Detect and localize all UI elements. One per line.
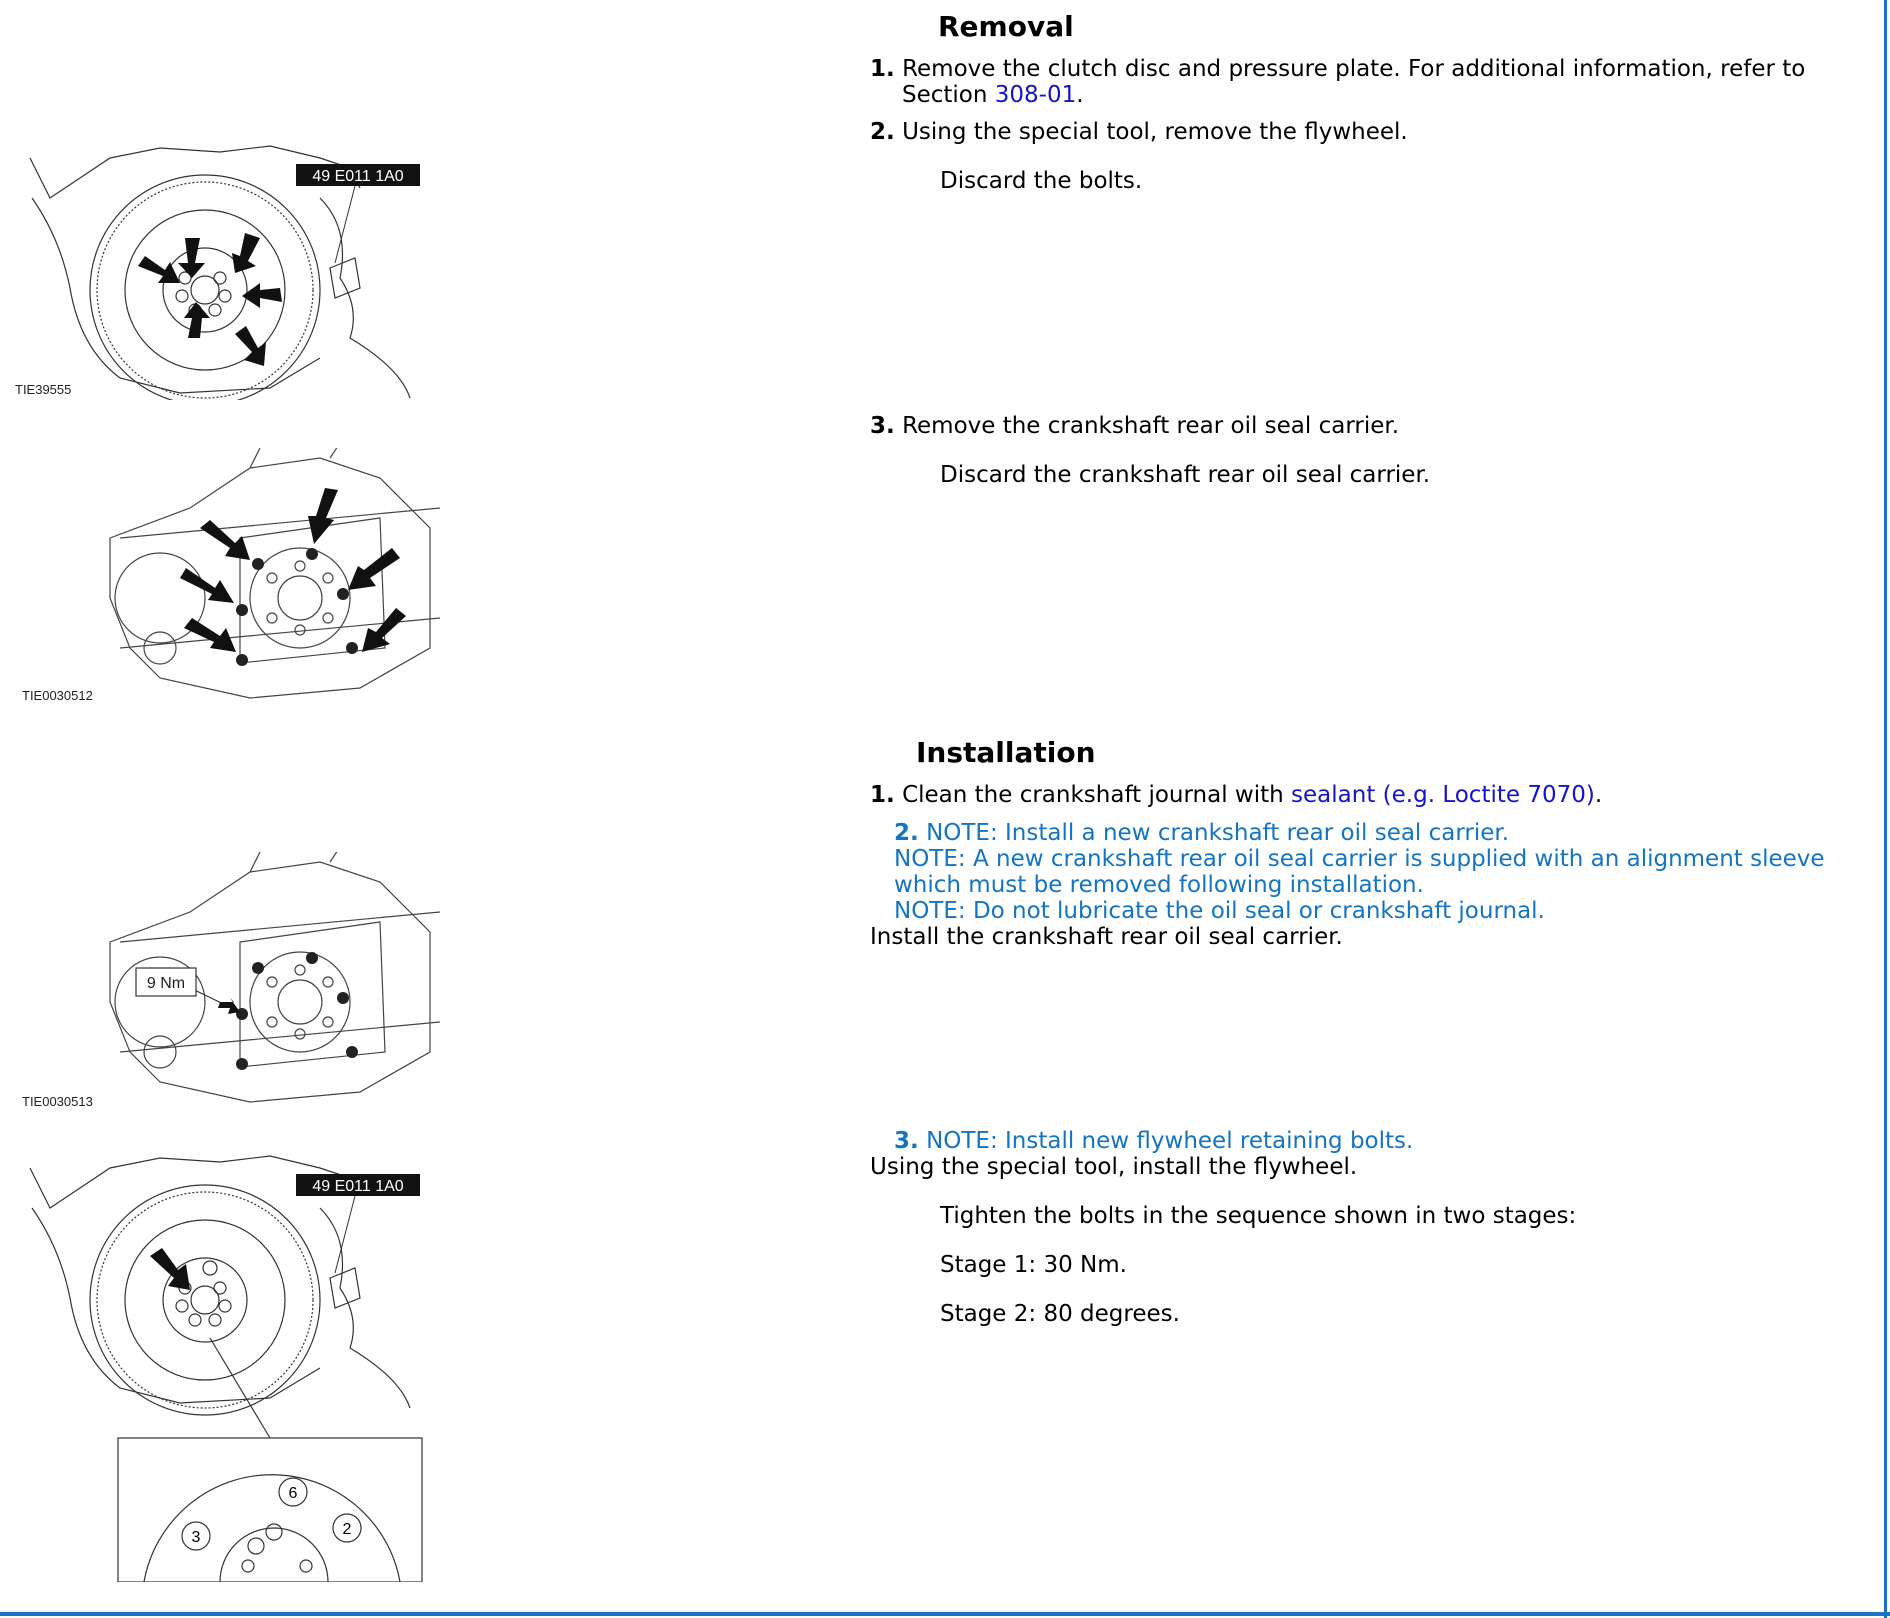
section-308-01-link[interactable]: 308-01 [994,82,1077,108]
flywheel-removal-illustration [20,138,430,400]
installation-step-3-text: Using the special tool, install the flywheel. [870,1154,1358,1180]
removal-step-1 [870,56,1862,108]
step-number: 2. [870,119,895,145]
right-border [1884,0,1887,1618]
removal-heading: Removal [938,10,1074,43]
step-text: Remove the clutch disc and pressure plate. For additional information, refer to Section [902,56,1806,108]
note-text: NOTE: Install a new crankshaft rear oil seal carrier. [926,820,1510,846]
installation-step-2-note-2-line-1: NOTE: A new crankshaft rear oil seal carrier is supplied with an alignment sleeve [894,846,1825,872]
step-number: 3. [894,1128,919,1154]
installation-step-3-sub-2: Stage 1: 30 Nm. [940,1252,1127,1278]
tool-label-2: 49 E011 1A0 [312,1178,404,1195]
sealant-link[interactable]: sealant (e.g. Loctite 7070) [1291,782,1595,808]
flywheel-installation-illustration [20,1148,430,1582]
installation-step-3-sub-3: Stage 2: 80 degrees. [940,1301,1180,1327]
removal-step-2 [870,119,1408,145]
installation-step-1 [870,782,1602,808]
figure-id: TIE0030512 [22,688,93,703]
installation-step-2-note-1 [894,820,1509,846]
step-number: 1. [870,782,895,808]
bottom-border [0,1612,1890,1616]
tool-label-1: 49 E011 1A0 [312,168,404,185]
step-text-end: . [1594,782,1603,808]
seal-carrier-installation-illustration [100,852,440,1108]
installation-heading: Installation [916,736,1096,769]
figure-id: TIE0030513 [22,1094,93,1109]
installation-step-2-note-3: NOTE: Do not lubricate the oil seal or crankshaft journal. [894,898,1545,924]
sequence-label-6: 6 [288,1485,298,1502]
step-text: Using the special tool, remove the flywheel. [902,119,1408,145]
step-text-end: . [1076,82,1084,108]
figure-id: TIE39555 [15,382,72,397]
figure-flywheel-removal [15,138,430,400]
step-number: 2. [894,820,919,846]
torque-label: 9 Nm [146,975,186,992]
installation-step-3-sub-1: Tighten the bolts in the sequence shown in two stages: [940,1203,1577,1229]
removal-step-3-sub: Discard the crankshaft rear oil seal carrier. [940,462,1431,488]
sequence-label-3: 3 [191,1529,201,1546]
removal-step-2-sub: Discard the bolts. [940,168,1143,194]
step-text: Remove the crankshaft rear oil seal carrier. [902,413,1400,439]
figure-seal-carrier-installation [22,852,440,1109]
installation-step-2-text: Install the crankshaft rear oil seal carrier. [870,924,1343,950]
removal-step-3 [870,413,1399,439]
figure-flywheel-installation [20,1148,430,1582]
installation-step-2-note-2-line-2: which must be removed following installation. [894,872,1424,898]
step-text: Clean the crankshaft journal with [902,782,1292,808]
installation-step-3-note [894,1128,1413,1154]
figure-seal-carrier-removal [22,448,440,704]
sequence-label-2: 2 [342,1521,352,1538]
note-text: NOTE: Install new flywheel retaining bolts. [926,1128,1414,1154]
seal-carrier-removal-illustration [100,448,440,704]
step-number: 1. [870,56,895,82]
step-number: 3. [870,413,895,439]
